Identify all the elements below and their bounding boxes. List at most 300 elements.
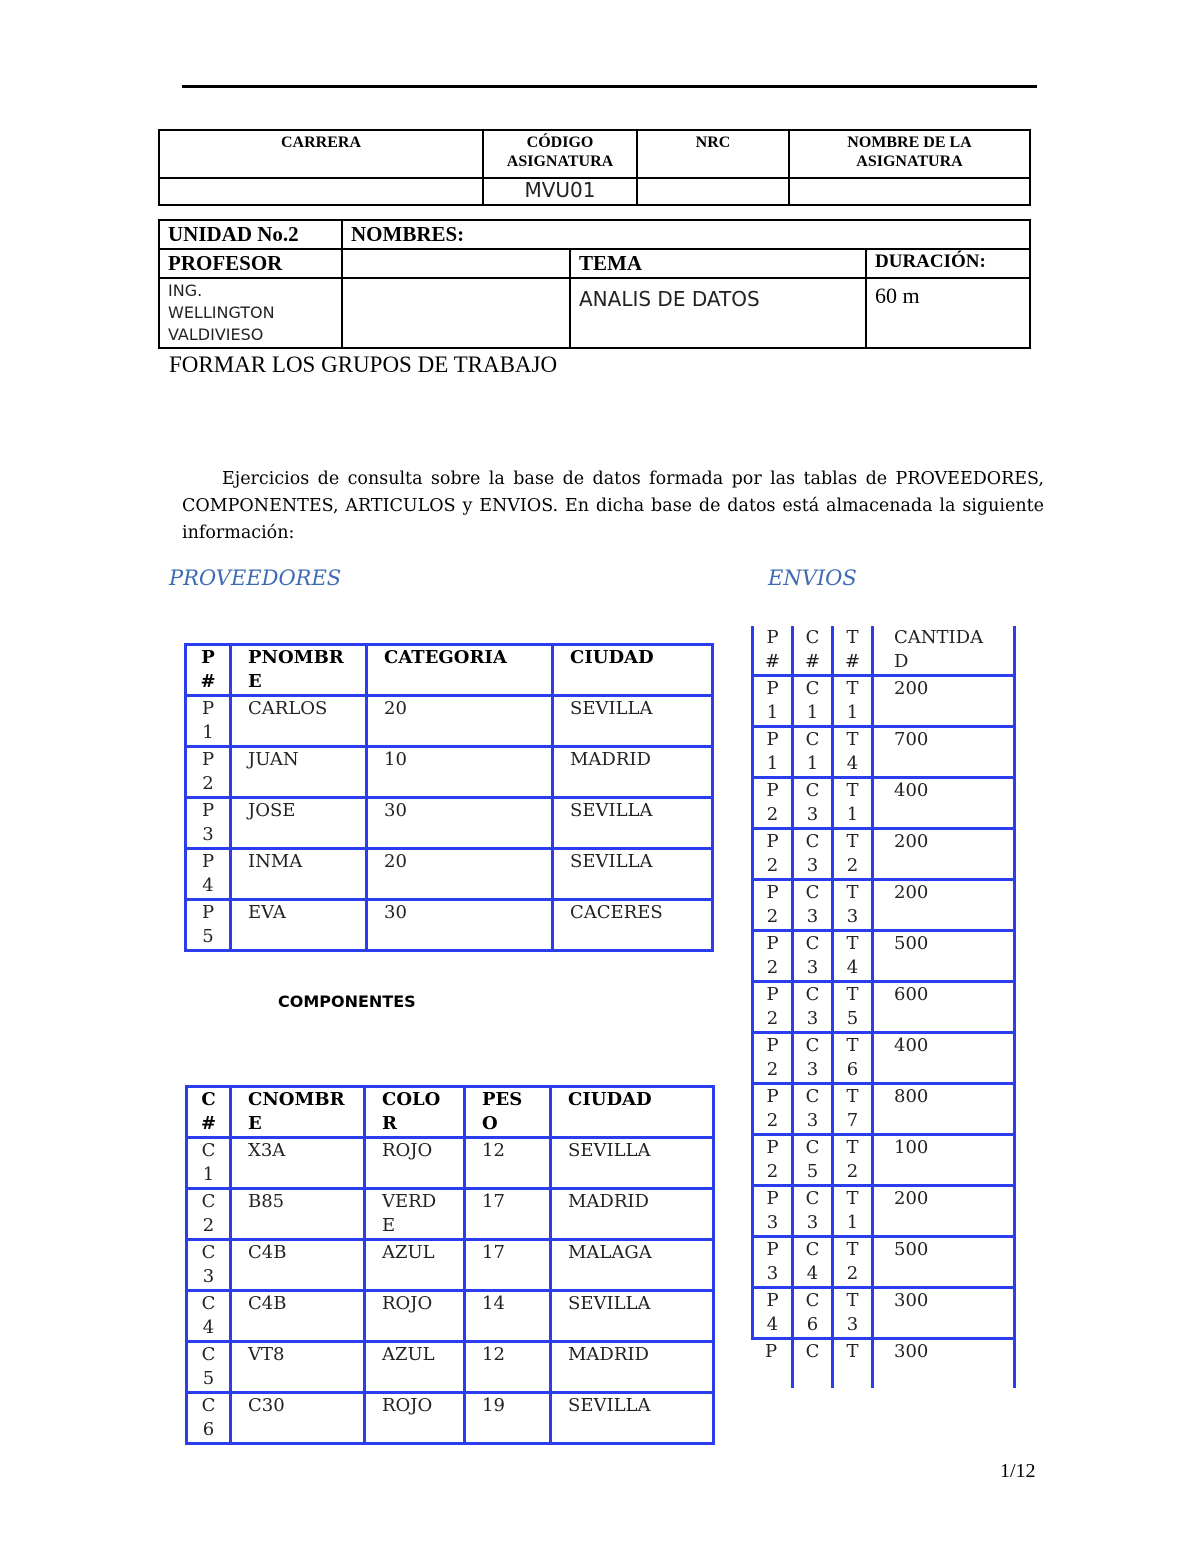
header-text: # (200, 1113, 217, 1134)
table-cell (794, 881, 834, 932)
table-row (186, 747, 713, 798)
cell-text: VERD (382, 1191, 437, 1212)
cell-text: 3 (766, 1263, 779, 1284)
table-cell: 700 (874, 728, 1016, 779)
cell-text: ROJO (382, 1140, 433, 1161)
table-cell (751, 1187, 794, 1238)
carrera-label: CARRERA (159, 130, 483, 178)
componentes-column-header (465, 1087, 551, 1138)
table-row (751, 728, 1016, 779)
profesor-line: WELLINGTON (168, 303, 275, 322)
header-text: R (382, 1113, 397, 1134)
table-cell: 12 (465, 1138, 551, 1189)
cell-text: P (201, 851, 215, 872)
cell-text: P (201, 698, 215, 719)
profesor-name (159, 278, 342, 348)
table-cell (794, 1187, 834, 1238)
unidad-label: UNIDAD No.2 (159, 220, 342, 249)
table-cell: MADRID (551, 1342, 714, 1393)
cell-text: C (201, 1191, 216, 1212)
table-cell (751, 1085, 794, 1136)
table-cell (794, 1034, 834, 1085)
cell-text: 5 (846, 1008, 859, 1029)
table-cell (751, 779, 794, 830)
cell-text: 2 (846, 855, 859, 876)
envios-title: ENVIOS (768, 566, 857, 590)
cell-text: 1 (806, 702, 819, 723)
cell-text: 3 (806, 1008, 819, 1029)
table-cell (794, 830, 834, 881)
table-cell (187, 1291, 231, 1342)
duracion-label: DURACIÓN: (866, 249, 1030, 278)
table-cell (751, 830, 794, 881)
componentes-column-header (231, 1087, 365, 1138)
table-cell: SEVILLA (551, 1393, 714, 1444)
table-cell (834, 1187, 874, 1238)
cell-text: C (805, 1290, 820, 1311)
cell-text: 1 (806, 753, 819, 774)
cell-text: T (846, 831, 859, 852)
table-cell (834, 677, 874, 728)
table-row (751, 1034, 1016, 1085)
table-row (751, 779, 1016, 830)
envios-header-row (751, 626, 1016, 677)
cell-text: C (805, 1239, 820, 1260)
table-cell (187, 1138, 231, 1189)
header-text: PNOMBR (248, 647, 344, 668)
course-header-table (158, 129, 1031, 206)
componentes-title: COMPONENTES (278, 992, 416, 1011)
table-cell (365, 1240, 465, 1291)
table-cell: JUAN (231, 747, 367, 798)
table-row (751, 677, 1016, 728)
profesor-label: PROFESOR (159, 249, 342, 278)
proveedores-column-header (231, 645, 367, 696)
page-headline: FORMAR LOS GRUPOS DE TRABAJO (169, 352, 558, 377)
table-cell (751, 1289, 794, 1340)
table-cell (187, 1342, 231, 1393)
cell-text: 1 (846, 804, 859, 825)
table-cell (794, 983, 834, 1034)
table-row (751, 1340, 1016, 1388)
cell-text: P (766, 1239, 779, 1260)
table-cell (834, 932, 874, 983)
profesor-line: ING. (168, 281, 203, 300)
header-text: C (805, 627, 820, 648)
table-cell: 17 (465, 1189, 551, 1240)
codigo-label: CÓDIGO ASIGNATURA (483, 130, 637, 178)
table-cell: CACERES (553, 900, 713, 951)
cell-text: T (846, 933, 859, 954)
table-row (751, 1085, 1016, 1136)
nombres-blank (342, 278, 570, 348)
header-text: CANTIDA (894, 627, 984, 648)
tema-value: ANALIS DE DATOS (570, 278, 866, 348)
table-cell: JOSE (231, 798, 367, 849)
cell-text: 4 (202, 875, 214, 896)
table-row (751, 932, 1016, 983)
table-cell (834, 983, 874, 1034)
cell-text: 4 (846, 957, 859, 978)
table-cell: INMA (231, 849, 367, 900)
componentes-table (185, 1085, 715, 1445)
table-row (186, 696, 713, 747)
nrc-value (637, 178, 789, 205)
header-text: # (200, 671, 216, 692)
table-cell: C30 (231, 1393, 365, 1444)
header-text: P (201, 647, 215, 668)
cell-text: P (766, 1290, 779, 1311)
cell-text: 1 (202, 1164, 215, 1185)
cell-text: C (805, 984, 820, 1005)
table-row (186, 849, 713, 900)
cell-text: T (846, 729, 859, 750)
cell-text: P (766, 729, 779, 750)
table-cell (834, 1085, 874, 1136)
table-cell (794, 779, 834, 830)
envios-column-header (874, 626, 1016, 677)
table-cell: 300 (874, 1340, 1016, 1388)
table-cell (794, 677, 834, 728)
table-cell: 500 (874, 932, 1016, 983)
proveedores-column-header (367, 645, 553, 696)
cell-text: 3 (846, 1314, 859, 1335)
cell-text: P (766, 1035, 779, 1056)
top-rule (182, 85, 1037, 88)
cell-text: 2 (766, 1008, 779, 1029)
table-cell: X3A (231, 1138, 365, 1189)
table-cell: 14 (465, 1291, 551, 1342)
header-text: CNOMBR (248, 1089, 345, 1110)
table-cell (751, 728, 794, 779)
cell-text: 1 (202, 722, 214, 743)
table-cell: EVA (231, 900, 367, 951)
cell-text: P (766, 882, 779, 903)
table-cell (187, 1189, 231, 1240)
table-cell: 12 (465, 1342, 551, 1393)
table-cell (751, 1340, 794, 1388)
componentes-column-header (551, 1087, 714, 1138)
cell-text: 6 (202, 1419, 215, 1440)
table-cell (365, 1138, 465, 1189)
header-text: # (764, 651, 781, 672)
cell-text: P (201, 902, 215, 923)
table-cell (186, 696, 231, 747)
tema-label: TEMA (570, 249, 866, 278)
cell-text: 1 (846, 1212, 859, 1233)
table-cell: 600 (874, 983, 1016, 1034)
table-cell: 200 (874, 830, 1016, 881)
table-cell (751, 932, 794, 983)
table-row (751, 1238, 1016, 1289)
cell-text: 5 (202, 1368, 215, 1389)
table-cell (751, 881, 794, 932)
cell-text: E (382, 1215, 396, 1236)
profesor-blank (342, 249, 570, 278)
cell-text: P (766, 933, 779, 954)
cell-text: 2 (766, 855, 779, 876)
table-cell (794, 932, 834, 983)
table-cell: 500 (874, 1238, 1016, 1289)
table-cell: C4B (231, 1291, 365, 1342)
table-cell: SEVILLA (553, 696, 713, 747)
page-number: 1/12 (1000, 1460, 1036, 1482)
envios-table (751, 626, 1016, 1388)
table-row (187, 1240, 714, 1291)
table-cell (794, 728, 834, 779)
table-cell: 30 (367, 798, 553, 849)
cell-text: T (846, 1290, 859, 1311)
cell-text: P (766, 984, 779, 1005)
table-cell: 19 (465, 1393, 551, 1444)
cell-text: 3 (766, 1212, 779, 1233)
cell-text: C (805, 831, 820, 852)
nombre-asignatura-value (789, 178, 1030, 205)
cell-text: T (846, 780, 859, 801)
header-text: COLO (382, 1089, 441, 1110)
cell-text: T (846, 1137, 859, 1158)
duracion-value: 60 m (866, 278, 1030, 348)
table-cell: 20 (367, 849, 553, 900)
cell-text: 1 (846, 702, 859, 723)
cell-text: P (766, 1188, 779, 1209)
cell-text: 3 (806, 1110, 819, 1131)
cell-text: P (766, 1137, 779, 1158)
table-cell (187, 1393, 231, 1444)
header-text: CIUDAD (568, 1089, 652, 1110)
cell-text: P (201, 800, 215, 821)
table-row (751, 1187, 1016, 1238)
header-text: # (844, 651, 861, 672)
cell-text: 2 (846, 1263, 859, 1284)
header-text: C (201, 1089, 216, 1110)
cell-text: 4 (766, 1314, 779, 1335)
cell-text: T (846, 1188, 859, 1209)
table-cell (751, 1034, 794, 1085)
table-row (751, 1136, 1016, 1187)
cell-text: 3 (846, 906, 859, 927)
table-cell: 200 (874, 881, 1016, 932)
unit-info-table (158, 219, 1031, 349)
header-text: PES (482, 1089, 523, 1110)
cell-text: 1 (766, 753, 779, 774)
table-cell (751, 677, 794, 728)
table-cell: SEVILLA (553, 849, 713, 900)
intro-text: Ejercicios de consulta sobre la base de datos formada por las tablas de PROVEEDORES, COMPONENTES, ARTICULOS y ENVIOS. En dicha base de datos está almacenada la siguiente información: (182, 469, 1044, 543)
header-text: T (846, 627, 859, 648)
table-row (751, 983, 1016, 1034)
table-cell: 30 (367, 900, 553, 951)
table-cell (834, 1289, 874, 1340)
cell-text: C (201, 1242, 216, 1263)
table-cell: B85 (231, 1189, 365, 1240)
table-cell: 200 (874, 1187, 1016, 1238)
table-cell: 300 (874, 1289, 1016, 1340)
table-cell (834, 728, 874, 779)
proveedores-header-row (186, 645, 713, 696)
cell-text: P (766, 1086, 779, 1107)
table-cell: SEVILLA (551, 1291, 714, 1342)
table-cell (834, 881, 874, 932)
componentes-column-header (365, 1087, 465, 1138)
table-cell: SEVILLA (551, 1138, 714, 1189)
cell-text: T (846, 1035, 859, 1056)
nombres-label: NOMBRES: (342, 220, 1030, 249)
table-cell: 400 (874, 1034, 1016, 1085)
cell-text: 5 (806, 1161, 819, 1182)
header-text: CIUDAD (570, 647, 654, 668)
cell-text: 3 (806, 1059, 819, 1080)
table-row (187, 1342, 714, 1393)
cell-text: T (846, 678, 859, 699)
envios-column-header (834, 626, 874, 677)
table-cell (186, 849, 231, 900)
cell-text: 2 (846, 1161, 859, 1182)
cell-text: C (805, 1137, 820, 1158)
cell-text: 3 (202, 1266, 215, 1287)
table-cell (365, 1393, 465, 1444)
table-cell: CARLOS (231, 696, 367, 747)
table-cell: MADRID (551, 1189, 714, 1240)
componentes-column-header (187, 1087, 231, 1138)
table-cell: 200 (874, 677, 1016, 728)
table-cell (834, 830, 874, 881)
table-cell (794, 1289, 834, 1340)
cell-text: P (766, 780, 779, 801)
table-cell (834, 1238, 874, 1289)
profesor-line: VALDIVIESO (168, 325, 264, 344)
table-cell (794, 1136, 834, 1187)
table-cell (751, 1136, 794, 1187)
table-row (187, 1138, 714, 1189)
cell-text: ROJO (382, 1395, 433, 1416)
table-cell (186, 798, 231, 849)
table-cell (751, 983, 794, 1034)
cell-text: C (805, 729, 820, 750)
cell-text: 5 (202, 926, 214, 947)
table-cell: C4B (231, 1240, 365, 1291)
table-cell (186, 747, 231, 798)
table-cell (834, 1034, 874, 1085)
cell-text: 2 (766, 957, 779, 978)
table-cell (794, 1238, 834, 1289)
cell-text: C (805, 1086, 820, 1107)
table-row (751, 1289, 1016, 1340)
cell-text: 6 (846, 1059, 859, 1080)
cell-text: T (846, 984, 859, 1005)
cell-text: P (764, 1341, 778, 1362)
header-text: # (804, 651, 821, 672)
cell-text: C (805, 1188, 820, 1209)
envios-column-header (751, 626, 794, 677)
cell-text: 2 (202, 1215, 215, 1236)
cell-text: C (805, 1341, 820, 1362)
table-cell: 20 (367, 696, 553, 747)
table-cell (365, 1342, 465, 1393)
table-row (751, 881, 1016, 932)
cell-text: 1 (766, 702, 779, 723)
nombre-asignatura-label: NOMBRE DE LA ASIGNATURA (789, 130, 1030, 178)
cell-text: C (201, 1140, 216, 1161)
cell-text: 3 (806, 906, 819, 927)
cell-text: AZUL (382, 1242, 435, 1263)
table-cell: SEVILLA (553, 798, 713, 849)
codigo-value: MVU01 (483, 178, 637, 205)
table-cell: 100 (874, 1136, 1016, 1187)
cell-text: C (201, 1395, 216, 1416)
table-cell: 10 (367, 747, 553, 798)
cell-text: P (766, 831, 779, 852)
cell-text: T (846, 1341, 859, 1362)
nrc-label: NRC (637, 130, 789, 178)
table-cell (794, 1085, 834, 1136)
table-cell (834, 1136, 874, 1187)
header-text: P (766, 627, 779, 648)
cell-text: C (805, 678, 820, 699)
table-cell: 400 (874, 779, 1016, 830)
header-text: O (482, 1113, 498, 1134)
cell-text: C (805, 933, 820, 954)
cell-text: 2 (766, 1059, 779, 1080)
table-cell (365, 1291, 465, 1342)
table-cell (834, 779, 874, 830)
table-cell: MALAGA (551, 1240, 714, 1291)
cell-text: 2 (202, 773, 214, 794)
cell-text: C (201, 1344, 216, 1365)
proveedores-table (184, 643, 714, 952)
carrera-value (159, 178, 483, 205)
cell-text: 2 (766, 906, 779, 927)
cell-text: T (846, 1086, 859, 1107)
table-row (751, 830, 1016, 881)
cell-text: C (805, 882, 820, 903)
cell-text: 2 (766, 1161, 779, 1182)
table-cell (794, 1340, 834, 1388)
cell-text: 3 (806, 804, 819, 825)
header-text: D (894, 651, 909, 672)
table-cell: 17 (465, 1240, 551, 1291)
cell-text: 3 (806, 855, 819, 876)
header-text: CATEGORIA (384, 647, 507, 668)
cell-text: 3 (202, 824, 214, 845)
cell-text: T (846, 1239, 859, 1260)
table-cell (186, 900, 231, 951)
cell-text: P (766, 678, 779, 699)
intro-paragraph (182, 466, 1044, 547)
header-text: E (248, 671, 262, 692)
table-row (187, 1189, 714, 1240)
table-row (186, 798, 713, 849)
table-cell (751, 1238, 794, 1289)
table-cell (187, 1240, 231, 1291)
cell-text: 4 (806, 1263, 819, 1284)
cell-text: 3 (806, 1212, 819, 1233)
cell-text: 7 (846, 1110, 859, 1131)
cell-text: AZUL (382, 1344, 435, 1365)
proveedores-column-header (186, 645, 231, 696)
cell-text: C (805, 780, 820, 801)
cell-text: C (201, 1293, 216, 1314)
cell-text: 4 (846, 753, 859, 774)
cell-text: ROJO (382, 1293, 433, 1314)
table-cell (834, 1340, 874, 1388)
componentes-header-row (187, 1087, 714, 1138)
cell-text: 3 (806, 957, 819, 978)
table-row (187, 1393, 714, 1444)
cell-text: 2 (766, 1110, 779, 1131)
header-text: E (248, 1113, 262, 1134)
cell-text: P (201, 749, 215, 770)
